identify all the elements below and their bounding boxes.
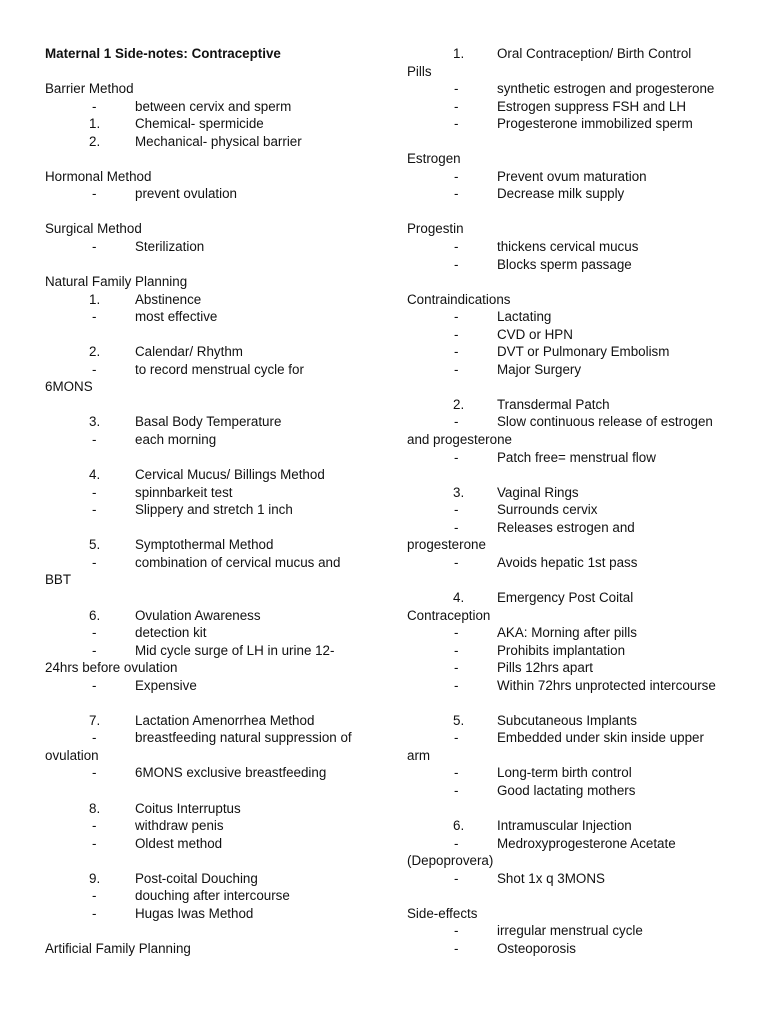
bullet-dash: -	[92, 677, 97, 693]
bullet-dash: -	[454, 677, 459, 693]
right-column	[407, 45, 737, 957]
text-line	[407, 291, 737, 309]
bullet-item	[407, 308, 737, 326]
line-text: and progesterone	[407, 432, 512, 448]
text-line	[45, 659, 365, 677]
left-column	[45, 45, 365, 957]
text-line	[45, 220, 365, 238]
bullet-item	[407, 764, 737, 782]
text-line	[407, 63, 737, 81]
list-number: 4.	[453, 589, 465, 605]
bullet-item	[45, 554, 365, 572]
text-line	[407, 607, 737, 625]
bullet-item	[407, 343, 737, 361]
bullet-item	[407, 326, 737, 344]
bullet-item	[45, 308, 365, 326]
line-text: DVT or Pulmonary Embolism	[497, 344, 670, 360]
bullet-dash: -	[92, 361, 97, 377]
numbered-item	[407, 589, 737, 607]
text-line	[45, 747, 365, 765]
blank-line	[407, 800, 737, 818]
document-title	[45, 45, 365, 63]
bullet-dash: -	[454, 660, 459, 676]
bullet-item	[407, 80, 737, 98]
bullet-dash: -	[92, 730, 97, 746]
numbered-item	[45, 712, 365, 730]
list-number: 1.	[453, 46, 465, 61]
list-number: 6.	[453, 818, 465, 834]
line-text: CVD or HPN	[497, 326, 573, 342]
line-text: Progesterone immobilized sperm	[497, 116, 693, 132]
line-text: breastfeeding natural suppression of	[135, 730, 352, 746]
line-text: Calendar/ Rhythm	[135, 344, 243, 360]
line-text: Estrogen suppress FSH and LH	[497, 98, 687, 114]
text-line	[45, 273, 365, 291]
line-text: 6MONS	[45, 379, 93, 395]
bullet-item	[45, 238, 365, 256]
bullet-dash: -	[454, 502, 459, 518]
bullet-item	[407, 168, 737, 186]
blank-line	[407, 203, 737, 221]
text-line	[407, 536, 737, 554]
line-text: Expensive	[135, 677, 197, 693]
line-text: thickens cervical mucus	[497, 239, 639, 255]
line-text: 6MONS exclusive breastfeeding	[135, 765, 327, 781]
bullet-item	[407, 449, 737, 467]
bullet-dash: -	[454, 870, 459, 886]
line-text: (Depoprovera)	[407, 853, 494, 869]
list-number: 2.	[89, 133, 101, 149]
line-text: 24hrs before ovulation	[45, 660, 178, 676]
line-text: Contraindications	[407, 291, 511, 307]
line-text: Artificial Family Planning	[45, 940, 191, 956]
bullet-item	[45, 98, 365, 116]
list-number: 1.	[89, 116, 101, 132]
list-number: 5.	[89, 537, 101, 553]
bullet-item	[45, 642, 365, 660]
bullet-dash: -	[454, 98, 459, 114]
bullet-dash: -	[454, 765, 459, 781]
bullet-dash: -	[454, 730, 459, 746]
bullet-item	[407, 185, 737, 203]
line-text: to record menstrual cycle for	[135, 361, 304, 377]
bullet-item	[407, 782, 737, 800]
bullet-item	[407, 677, 737, 695]
bullet-dash: -	[454, 256, 459, 272]
numbered-item	[45, 133, 365, 151]
bullet-item	[45, 677, 365, 695]
line-text: douching after intercourse	[135, 888, 290, 904]
bullet-dash: -	[92, 239, 97, 255]
line-text: Maternal 1 Side-notes: Contraceptive	[45, 46, 281, 61]
bullet-item	[407, 659, 737, 677]
line-text: Post-coital Douching	[135, 870, 258, 886]
line-text: Pills	[407, 63, 432, 79]
line-text: Chemical- spermicide	[135, 116, 264, 132]
bullet-dash: -	[454, 782, 459, 798]
line-text: Shot 1x q 3MONS	[497, 870, 605, 886]
bullet-item	[407, 501, 737, 519]
blank-line	[407, 887, 737, 905]
numbered-item	[45, 870, 365, 888]
line-text: Ovulation Awareness	[135, 607, 261, 623]
bullet-item	[45, 624, 365, 642]
bullet-dash: -	[454, 835, 459, 851]
list-number: 1.	[89, 291, 101, 307]
line-text: Estrogen	[407, 151, 461, 167]
numbered-item	[45, 607, 365, 625]
bullet-item	[45, 431, 365, 449]
bullet-item	[407, 624, 737, 642]
list-number: 5.	[453, 712, 465, 728]
bullet-dash: -	[454, 361, 459, 377]
list-number: 3.	[453, 484, 465, 500]
list-number: 2.	[89, 344, 101, 360]
line-text: Pills 12hrs apart	[497, 660, 594, 676]
blank-line	[407, 571, 737, 589]
blank-line	[45, 326, 365, 344]
bullet-item	[407, 98, 737, 116]
blank-line	[407, 133, 737, 151]
blank-line	[45, 852, 365, 870]
line-text: Within 72hrs unprotected intercourse	[497, 677, 716, 693]
bullet-dash: -	[454, 309, 459, 325]
line-text: Surgical Method	[45, 221, 142, 237]
text-line	[407, 150, 737, 168]
bullet-item	[407, 835, 737, 853]
numbered-item	[407, 484, 737, 502]
line-text: Vaginal Rings	[497, 484, 579, 500]
bullet-dash: -	[92, 502, 97, 518]
line-text: Osteoporosis	[497, 940, 576, 956]
line-text: Transdermal Patch	[497, 396, 610, 412]
bullet-dash: -	[92, 835, 97, 851]
bullet-item	[45, 729, 365, 747]
blank-line	[45, 782, 365, 800]
bullet-dash: -	[454, 414, 459, 430]
line-text: Major Surgery	[497, 361, 582, 377]
bullet-dash: -	[92, 642, 97, 658]
line-text: withdraw penis	[135, 818, 224, 834]
line-text: Intramuscular Injection	[497, 818, 632, 834]
line-text: Symptothermal Method	[135, 537, 274, 553]
blank-line	[45, 519, 365, 537]
line-text: Subcutaneous Implants	[497, 712, 637, 728]
bullet-item	[45, 887, 365, 905]
bullet-dash: -	[454, 116, 459, 132]
line-text: each morning	[135, 432, 217, 448]
bullet-item	[407, 519, 737, 537]
line-text: Lactation Amenorrhea Method	[135, 712, 315, 728]
bullet-dash: -	[92, 625, 97, 641]
line-text: Basal Body Temperature	[135, 414, 282, 430]
numbered-item	[45, 291, 365, 309]
line-text: Barrier Method	[45, 81, 134, 97]
list-number: 2.	[453, 396, 465, 412]
line-text: between cervix and sperm	[135, 98, 292, 114]
bullet-item	[407, 922, 737, 940]
list-number: 4.	[89, 467, 101, 483]
line-text: most effective	[135, 309, 218, 325]
bullet-item	[45, 835, 365, 853]
line-text: Hugas Iwas Method	[135, 905, 254, 921]
bullet-dash: -	[92, 484, 97, 500]
bullet-item	[45, 817, 365, 835]
bullet-item	[45, 484, 365, 502]
numbered-item	[45, 536, 365, 554]
line-text: synthetic estrogen and progesterone	[497, 81, 715, 97]
line-text: AKA: Morning after pills	[497, 625, 637, 641]
line-text: Abstinence	[135, 291, 202, 307]
text-line	[45, 168, 365, 186]
bullet-item	[407, 642, 737, 660]
line-text: Avoids hepatic 1st pass	[497, 554, 638, 570]
bullet-dash: -	[92, 765, 97, 781]
bullet-item	[407, 413, 737, 431]
blank-line	[45, 203, 365, 221]
blank-line	[45, 589, 365, 607]
bullet-dash: -	[454, 344, 459, 360]
line-text: Side-effects	[407, 905, 478, 921]
text-line	[45, 571, 365, 589]
bullet-dash: -	[92, 554, 97, 570]
bullet-dash: -	[92, 186, 97, 202]
text-line	[407, 220, 737, 238]
line-text: Blocks sperm passage	[497, 256, 632, 272]
line-text: arm	[407, 747, 431, 763]
bullet-dash: -	[92, 888, 97, 904]
text-line	[45, 940, 365, 958]
numbered-item	[45, 413, 365, 431]
bullet-dash: -	[454, 81, 459, 97]
bullet-item	[45, 361, 365, 379]
text-line	[407, 852, 737, 870]
bullet-dash: -	[92, 309, 97, 325]
bullet-item	[407, 870, 737, 888]
list-number: 8.	[89, 800, 101, 816]
bullet-dash: -	[454, 168, 459, 184]
bullet-dash: -	[454, 554, 459, 570]
bullet-dash: -	[454, 642, 459, 658]
numbered-item	[407, 45, 737, 63]
bullet-dash: -	[92, 432, 97, 448]
bullet-dash: -	[92, 905, 97, 921]
blank-line	[45, 150, 365, 168]
text-line	[407, 431, 737, 449]
line-text: Hormonal Method	[45, 168, 152, 184]
bullet-dash: -	[92, 98, 97, 114]
bullet-dash: -	[454, 923, 459, 939]
line-text: Surrounds cervix	[497, 502, 598, 518]
bullet-item	[45, 501, 365, 519]
line-text: BBT	[45, 572, 72, 588]
numbered-item	[45, 343, 365, 361]
numbered-item	[45, 466, 365, 484]
line-text: Prohibits implantation	[497, 642, 626, 658]
bullet-dash: -	[454, 239, 459, 255]
list-number: 6.	[89, 607, 101, 623]
bullet-dash: -	[454, 449, 459, 465]
numbered-item	[407, 712, 737, 730]
bullet-dash: -	[92, 818, 97, 834]
line-text: Mid cycle surge of LH in urine 12-	[135, 642, 335, 658]
line-text: Natural Family Planning	[45, 274, 188, 290]
blank-line	[45, 396, 365, 414]
line-text: Coitus Interruptus	[135, 800, 241, 816]
bullet-item	[45, 905, 365, 923]
blank-line	[45, 63, 365, 81]
line-text: Contraception	[407, 607, 491, 623]
line-text: Cervical Mucus/ Billings Method	[135, 467, 325, 483]
line-text: Decrease milk supply	[497, 186, 625, 202]
line-text: Medroxyprogesterone Acetate	[497, 835, 676, 851]
numbered-item	[45, 800, 365, 818]
line-text: irregular menstrual cycle	[497, 923, 643, 939]
text-line	[45, 80, 365, 98]
line-text: Sterilization	[135, 239, 205, 255]
blank-line	[45, 256, 365, 274]
bullet-item	[45, 764, 365, 782]
blank-line	[45, 922, 365, 940]
bullet-item	[407, 554, 737, 572]
text-line	[407, 747, 737, 765]
numbered-item	[45, 115, 365, 133]
line-text: detection kit	[135, 625, 207, 641]
bullet-item	[407, 238, 737, 256]
numbered-item	[407, 817, 737, 835]
blank-line	[407, 273, 737, 291]
bullet-item	[407, 729, 737, 747]
line-text: Slippery and stretch 1 inch	[135, 502, 293, 518]
line-text: progesterone	[407, 537, 486, 553]
blank-line	[45, 449, 365, 467]
line-text: Patch free= menstrual flow	[497, 449, 656, 465]
bullet-dash: -	[454, 940, 459, 956]
line-text: ovulation	[45, 747, 99, 763]
line-text: Oral Contraception/ Birth Control	[497, 46, 692, 61]
line-text: Emergency Post Coital	[497, 589, 634, 605]
bullet-dash: -	[454, 519, 459, 535]
bullet-item	[45, 185, 365, 203]
line-text: Progestin	[407, 221, 464, 237]
bullet-dash: -	[454, 326, 459, 342]
line-text: Lactating	[497, 309, 552, 325]
line-text: Releases estrogen and	[497, 519, 635, 535]
line-text: spinnbarkeit test	[135, 484, 233, 500]
list-number: 3.	[89, 414, 101, 430]
bullet-dash: -	[454, 625, 459, 641]
bullet-item	[407, 256, 737, 274]
list-number: 7.	[89, 712, 101, 728]
line-text: Slow continuous release of estrogen	[497, 414, 713, 430]
blank-line	[407, 466, 737, 484]
bullet-item	[407, 940, 737, 958]
bullet-item	[407, 115, 737, 133]
blank-line	[407, 378, 737, 396]
blank-line	[45, 694, 365, 712]
line-text: Good lactating mothers	[497, 782, 636, 798]
list-number: 9.	[89, 870, 101, 886]
numbered-item	[407, 396, 737, 414]
line-text: prevent ovulation	[135, 186, 237, 202]
text-line	[45, 378, 365, 396]
line-text: Long-term birth control	[497, 765, 632, 781]
blank-line	[407, 694, 737, 712]
line-text: combination of cervical mucus and	[135, 554, 341, 570]
bullet-dash: -	[454, 186, 459, 202]
line-text: Mechanical- physical barrier	[135, 133, 302, 149]
line-text: Prevent ovum maturation	[497, 168, 647, 184]
line-text: Embedded under skin inside upper	[497, 730, 704, 746]
line-text: Oldest method	[135, 835, 223, 851]
bullet-item	[407, 361, 737, 379]
text-line	[407, 905, 737, 923]
